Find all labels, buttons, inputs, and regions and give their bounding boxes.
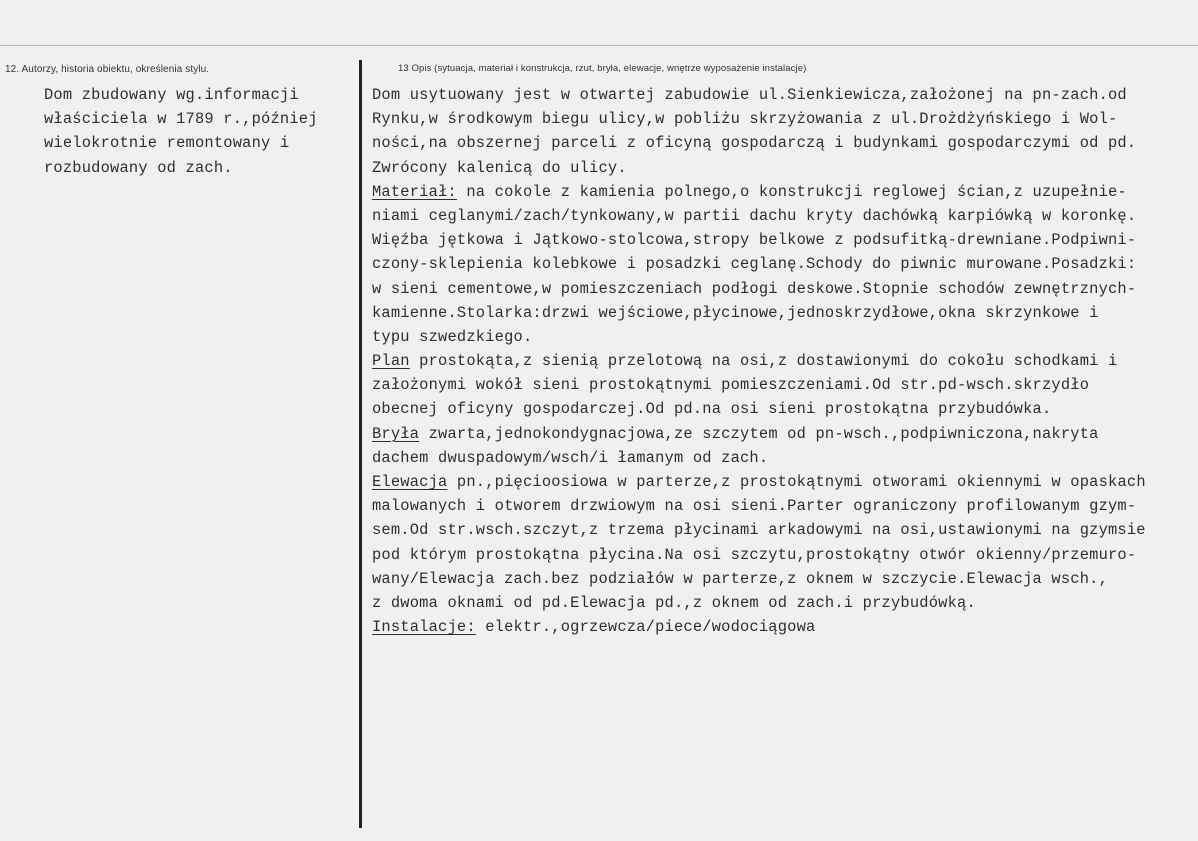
top-rule <box>0 45 1198 46</box>
description-text-run: obecnej oficyny gospodarczej.Od pd.na osi sieni prostokątna przybudówka. <box>372 400 1052 419</box>
description-line <box>372 204 1192 228</box>
section-12-header: 12. Autorzy, historia obiektu, określenia stylu. <box>5 64 210 75</box>
description-line <box>372 277 1192 301</box>
description-text-run: Dom usytuowany jest w otwartej zabudowie ul.Sienkiewicza,założonej na pn-zach.od <box>372 86 1127 104</box>
description-text <box>372 83 1192 639</box>
description-line <box>372 180 1192 204</box>
description-text-run: pod którym prostokątna płycina.Na osi szczytu,prostokątny otwór okienny/przemuro- <box>372 545 1137 564</box>
description-text-run: w sieni cementowe,w pomieszczeniach podłogi deskowe.Stopnie schodów zewnętrznych- <box>372 279 1137 298</box>
description-line <box>372 373 1192 397</box>
column-divider <box>359 60 362 828</box>
description-text-run: ności,na obszernej parceli z oficyną gospodarczą i budynkami gospodarczymi od pd. <box>372 134 1137 153</box>
section-heading: Plan <box>372 352 410 371</box>
description-text-run: czony-sklepienia kolebkowe i posadzki ceglanę.Schody do piwnic murowane.Posadzki: <box>372 255 1137 274</box>
description-text-run: sem.Od str.wsch.szczyt,z trzema płycinami arkadowymi na osi,ustawionymi na gzymsie <box>372 521 1146 540</box>
description-line <box>372 131 1192 155</box>
history-line: wielokrotnie remontowany i <box>44 134 290 153</box>
description-text-run: na cokole z kamienia polnego,o konstrukcji reglowej ścian,z uzupełnie- <box>456 182 1127 201</box>
description-line <box>372 615 1192 639</box>
description-line <box>372 591 1192 615</box>
description-text-run: Więźba jętkowa i Jątkowo-stolcowa,stropy belkowe z podsufitką-drewniane.Podpiwni- <box>372 231 1137 250</box>
description-line <box>372 446 1192 470</box>
description-text-run: dachem dwuspadowym/wsch/i łamanym od zach. <box>372 448 769 467</box>
description-text-run: niami ceglanymi/zach/tynkowany,w partii dachu kryty dachówką karpiówką w koronkę. <box>372 206 1137 225</box>
description-line <box>372 83 1192 107</box>
description-line <box>372 156 1192 180</box>
history-line: właściciela w 1789 r.,później <box>44 110 318 129</box>
description-line <box>372 252 1192 276</box>
section-13-header: 13 Opis (sytuacja, materiał i konstrukcja, rzut, bryła, elewacje, wnętrze wyposażenie instalacje) <box>398 63 807 74</box>
description-text-run: prostokąta,z sienią przelotową na osi,z dostawionymi do cokołu schodkami i <box>409 352 1118 371</box>
description-line <box>372 470 1192 494</box>
description-line <box>372 228 1192 252</box>
description-text-run: elektr.,ogrzewcza/piece/wodociągowa <box>475 618 816 637</box>
description-text-run: kamienne.Stolarka:drzwi wejściowe,płycinowe,jednoskrzydłowe,okna skrzynkowe i <box>372 303 1099 322</box>
description-line <box>372 422 1192 446</box>
description-line <box>372 349 1192 373</box>
description-text-run: malowanych i otworem drzwiowym na osi sieni.Parter ograniczony profilowanym gzym- <box>372 497 1137 516</box>
description-text-run: zwarta,jednokondygnacjowa,ze szczytem od pn-wsch.,podpiwniczona,nakryta <box>419 424 1099 443</box>
section-heading: Materiał: <box>372 182 457 201</box>
description-text-run: pn.,pięcioosiowa w parterze,z prostokątnymi otworami okiennymi w opaskach <box>447 473 1146 491</box>
history-line: rozbudowany od zach. <box>44 158 233 177</box>
description-text-run: Zwrócony kalenicą do ulicy. <box>372 158 627 177</box>
description-line <box>372 518 1192 542</box>
description-line <box>372 107 1192 131</box>
description-text-run: założonymi wokół sieni prostokątnymi pomieszczeniami.Od str.pd-wsch.skrzydło <box>372 376 1090 395</box>
description-text-run: typu szwedzkiego. <box>372 327 533 346</box>
description-line <box>372 543 1192 567</box>
section-heading: Elewacja <box>372 473 448 491</box>
section-heading: Bryła <box>372 424 420 443</box>
description-line <box>372 494 1192 518</box>
description-text-run: z dwoma oknami od pd.Elewacja pd.,z oknem od zach.i przybudówką. <box>372 593 976 612</box>
description-text-run: Rynku,w środkowym biegu ulicy,w pobliżu skrzyżowania z ul.Drożdżyńskiego i Wol- <box>372 110 1118 129</box>
description-line <box>372 567 1192 591</box>
description-text-run: wany/Elewacja zach.bez podziałów w parterze,z oknem w szczycie.Elewacja wsch., <box>372 569 1108 588</box>
history-line: Dom zbudowany wg.informacji <box>44 86 299 104</box>
description-line <box>372 397 1192 421</box>
description-line <box>372 301 1192 325</box>
history-text <box>44 83 349 180</box>
description-line <box>372 325 1192 349</box>
section-heading: Instalacje: <box>372 618 476 637</box>
